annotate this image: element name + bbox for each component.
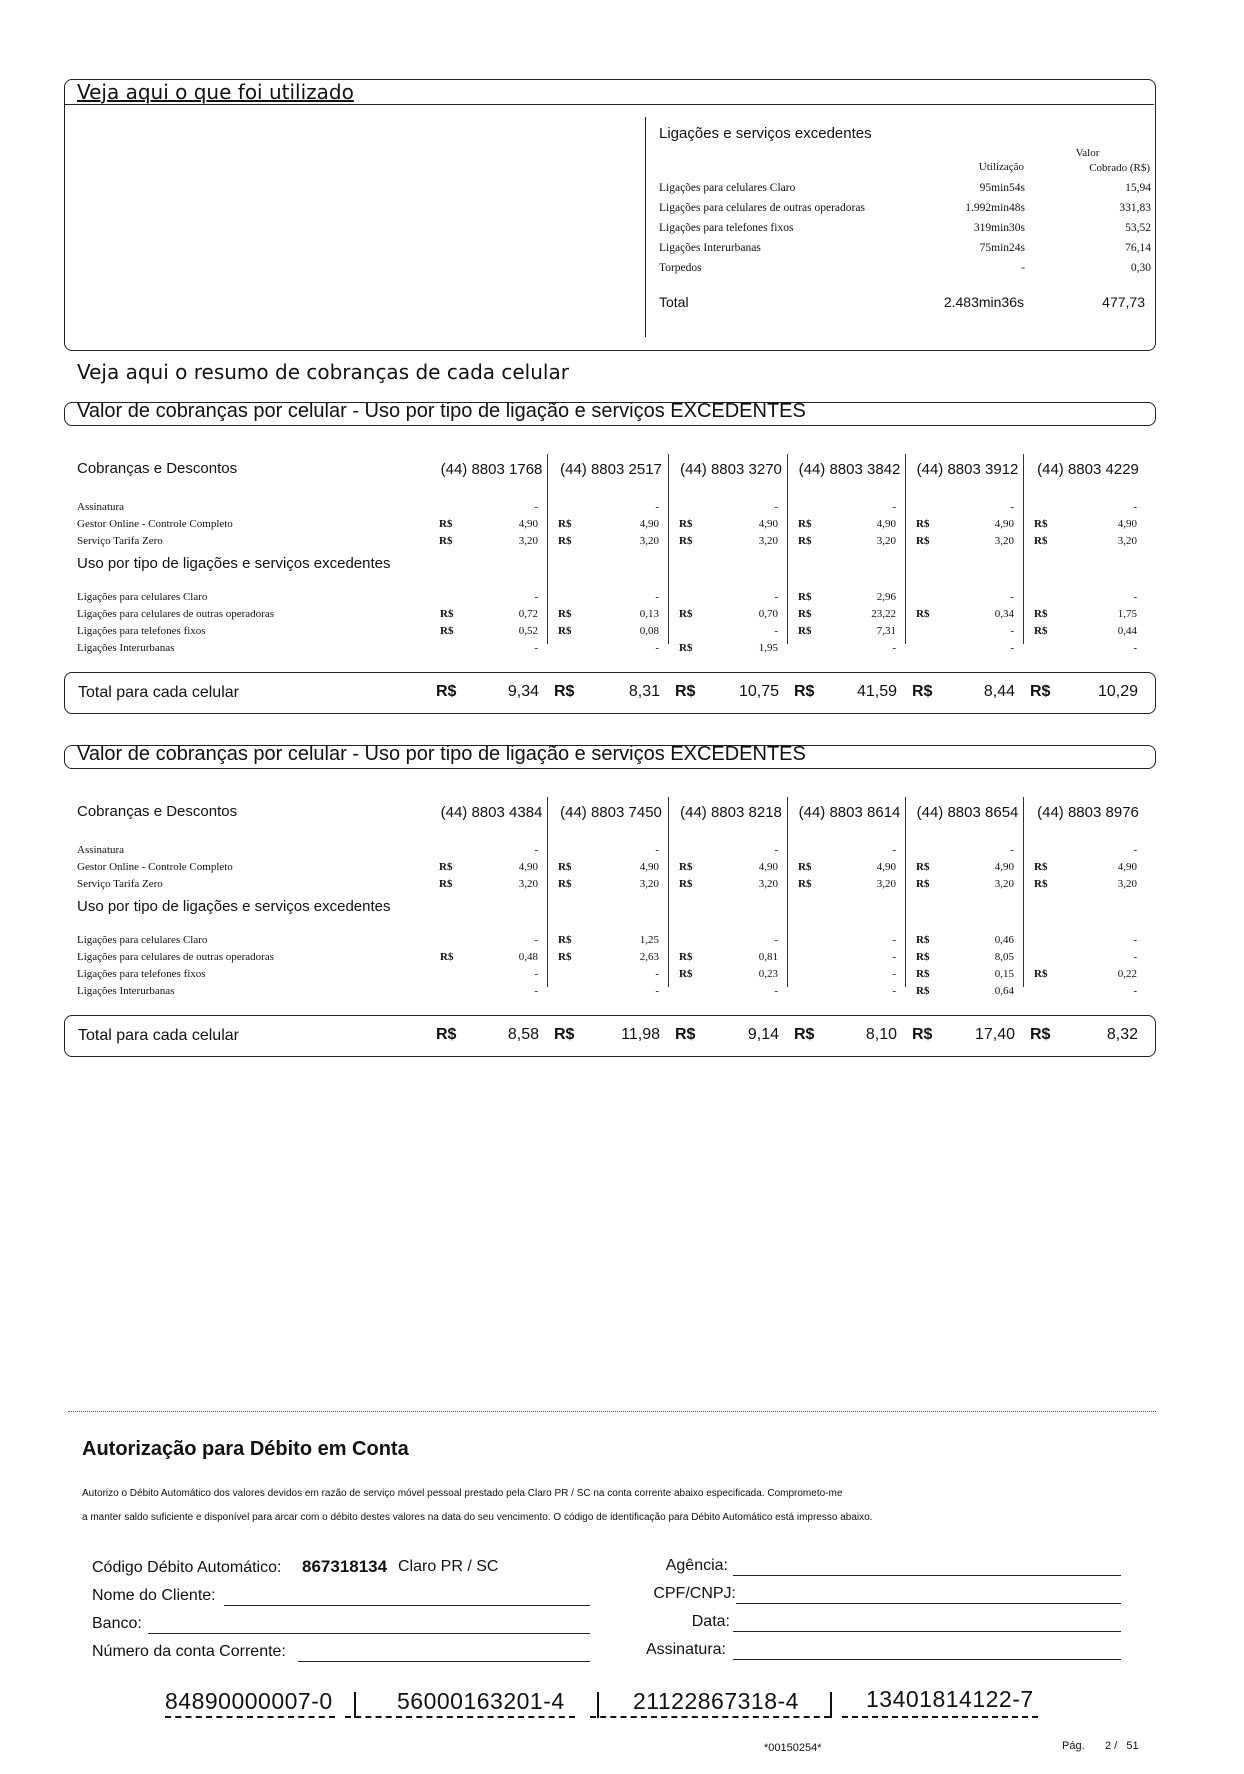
- cell-currency: R$: [439, 878, 453, 890]
- cell-value: 4,90: [994, 861, 1014, 873]
- charge-row-label: Gestor Online - Controle Completo: [77, 861, 233, 873]
- bank-label: Banco:: [92, 1615, 142, 1632]
- cell-value: 0,46: [994, 934, 1014, 946]
- cell-value: 4,90: [518, 861, 538, 873]
- usage-total-label: Total: [659, 294, 689, 310]
- barcode-group-4: 13401814122-7: [866, 1686, 1034, 1712]
- usage-row-label: Ligações para celulares de outras operadoras: [659, 202, 865, 214]
- cell-currency: R$: [679, 518, 693, 530]
- barcode-rule-3: [590, 1716, 830, 1718]
- usage-total-value: 477,73: [1102, 294, 1145, 310]
- cell-value: 0,13: [639, 608, 659, 620]
- cell-value: 4,90: [758, 518, 778, 530]
- usage-total-use: 2.483min36s: [943, 294, 1024, 310]
- usage-row-value: 76,14: [1125, 242, 1151, 254]
- barcode-bar-2: [597, 1692, 599, 1718]
- cell-value: -: [774, 985, 778, 997]
- usage-row: [659, 218, 1151, 238]
- cell-currency: R$: [1034, 625, 1048, 637]
- debit-text-2: a manter saldo suficiente e disponível para arcar com o débito destes valores na data do seu vencimento. O código de identificação para Débito Automático está impresso abaixo.: [82, 1512, 873, 1523]
- cell-value: 3,20: [994, 878, 1014, 890]
- cell-value: 3,20: [518, 878, 538, 890]
- cell-currency: R$: [916, 861, 930, 873]
- usage-heading: Uso por tipo de ligações e serviços excedentes: [77, 898, 391, 915]
- cell-value: -: [534, 844, 538, 856]
- barcode-group-2: 56000163201-4: [397, 1688, 565, 1714]
- total-value: 8,10: [865, 1026, 897, 1043]
- cell-value: 0,22: [1117, 968, 1137, 980]
- page-value: 2 / 51: [1105, 1740, 1139, 1752]
- cell-value: 4,90: [758, 861, 778, 873]
- cell-value: -: [534, 501, 538, 513]
- cell-value: -: [655, 844, 659, 856]
- usage-row-use: 1.992min48s: [965, 202, 1025, 214]
- cell-value: -: [534, 968, 538, 980]
- cell-currency: R$: [558, 934, 572, 946]
- cell-value: -: [655, 642, 659, 654]
- cell-value: 0,44: [1117, 625, 1137, 637]
- total-value: 11,98: [621, 1026, 660, 1043]
- agency-field[interactable]: [733, 1575, 1121, 1576]
- code-value: 867318134: [302, 1557, 388, 1576]
- cell-value: 3,20: [518, 535, 538, 547]
- cell-value: -: [892, 968, 896, 980]
- cell-currency: R$: [558, 625, 572, 637]
- total-currency: R$: [436, 683, 457, 700]
- cell-value: 3,20: [639, 878, 659, 890]
- charges-label: Cobranças e Descontos: [77, 460, 238, 477]
- usage-row: [659, 258, 1151, 278]
- cell-currency: R$: [798, 518, 812, 530]
- total-value: 8,58: [507, 1026, 539, 1043]
- cell-value: 3,20: [994, 535, 1014, 547]
- cell-currency: R$: [916, 985, 930, 997]
- block-header-title: Valor de cobranças por celular - Uso por tipo de ligação e serviços EXCEDENTES: [77, 400, 806, 422]
- total-currency: R$: [1030, 683, 1051, 700]
- usage-row-label: Ligações para celulares Claro: [659, 182, 796, 194]
- cell-value: 0,81: [758, 951, 778, 963]
- cell-currency: R$: [1034, 861, 1048, 873]
- usage-row-use: 75min24s: [979, 242, 1025, 254]
- usage-heading: Uso por tipo de ligações e serviços excedentes: [77, 555, 391, 572]
- total-value: 8,31: [628, 683, 660, 700]
- usage-section-title: Veja aqui o que foi utilizado: [77, 80, 354, 104]
- cell-value: 1,75: [1117, 608, 1137, 620]
- charge-row-label: Serviço Tarifa Zero: [77, 535, 163, 547]
- date-label: Data:: [691, 1613, 730, 1630]
- cell-value: 0,23: [758, 968, 778, 980]
- cell-currency: R$: [440, 951, 454, 963]
- code-suffix: Claro PR / SC: [398, 1558, 499, 1575]
- cell-value: -: [534, 985, 538, 997]
- cpf-field[interactable]: [736, 1603, 1121, 1604]
- total-value: 41,59: [856, 683, 897, 700]
- cell-currency: R$: [916, 878, 930, 890]
- cell-value: 8,05: [994, 951, 1014, 963]
- signature-label: Assinatura:: [645, 1641, 726, 1658]
- cell-value: 4,90: [876, 518, 896, 530]
- cell-value: 0,52: [518, 625, 538, 637]
- summary-title: Veja aqui o resumo de cobranças de cada celular: [77, 360, 569, 384]
- total-value: 8,44: [983, 683, 1015, 700]
- total-currency: R$: [794, 683, 815, 700]
- barcode-bar-1: [354, 1692, 356, 1718]
- cell-value: -: [774, 844, 778, 856]
- cell-currency: R$: [916, 535, 930, 547]
- total-label: Total para cada celular: [78, 684, 239, 701]
- cell-value: 4,90: [994, 518, 1014, 530]
- cell-value: 0,34: [994, 608, 1014, 620]
- cell-currency: R$: [558, 878, 572, 890]
- cell-value: 7,31: [876, 625, 896, 637]
- cell-value: 0,72: [518, 608, 538, 620]
- client-field[interactable]: [224, 1605, 590, 1606]
- barcode-rule-2: [345, 1716, 575, 1718]
- cell-value: -: [774, 591, 778, 603]
- cell-currency: R$: [558, 535, 572, 547]
- agency-label: Agência:: [665, 1557, 728, 1574]
- usage-table: [659, 178, 1151, 278]
- cell-currency: R$: [916, 934, 930, 946]
- cell-value: -: [534, 934, 538, 946]
- cell-currency: R$: [798, 591, 812, 603]
- cell-currency: R$: [679, 535, 693, 547]
- charge-row-label: Assinatura: [77, 844, 125, 856]
- usage-row-label: Ligações Interurbanas: [77, 985, 175, 997]
- cell-value: 4,90: [639, 518, 659, 530]
- bank-field[interactable]: [148, 1633, 590, 1634]
- barcode-rule-4: [842, 1716, 1038, 1718]
- cell-currency: R$: [439, 518, 453, 530]
- cell-value: -: [892, 501, 896, 513]
- cell-value: -: [534, 591, 538, 603]
- total-currency: R$: [554, 683, 575, 700]
- total-value: 10,75: [738, 683, 779, 700]
- usage-row-label: Ligações Interurbanas: [77, 642, 175, 654]
- cell-value: 0,15: [994, 968, 1014, 980]
- cell-value: 3,20: [1117, 878, 1137, 890]
- cell-currency: R$: [558, 951, 572, 963]
- total-currency: R$: [675, 683, 696, 700]
- total-currency: R$: [1030, 1026, 1051, 1043]
- cell-value: -: [1133, 844, 1137, 856]
- col-value-header-2: Cobrado (R$): [1089, 162, 1150, 174]
- cell-value: 3,20: [1117, 535, 1137, 547]
- phone-number-header: (44) 8803 8654: [916, 804, 1019, 821]
- cell-value: 0,64: [994, 985, 1014, 997]
- cell-currency: R$: [916, 968, 930, 980]
- usage-row-label: Ligações Interurbanas: [659, 242, 761, 254]
- cell-value: 4,90: [518, 518, 538, 530]
- barcode-group-3: 21122867318-4: [633, 1688, 799, 1714]
- cell-currency: R$: [916, 518, 930, 530]
- cell-value: 3,20: [639, 535, 659, 547]
- cell-currency: R$: [558, 608, 572, 620]
- cell-value: -: [1010, 642, 1014, 654]
- total-label: Total para cada celular: [78, 1027, 239, 1044]
- cell-value: 23,22: [871, 608, 896, 620]
- cell-value: 3,20: [758, 878, 778, 890]
- cell-currency: R$: [440, 608, 454, 620]
- total-value: 8,32: [1106, 1026, 1138, 1043]
- cell-value: 3,20: [876, 535, 896, 547]
- code-label: Código Débito Automático:: [92, 1559, 282, 1576]
- cell-value: 0,08: [639, 625, 659, 637]
- usage-row-label: Ligações para telefones fixos: [77, 968, 206, 980]
- cell-currency: R$: [679, 878, 693, 890]
- phone-number-header: (44) 8803 8614: [798, 804, 901, 821]
- phone-number-header: (44) 8803 3270: [680, 461, 782, 478]
- cell-value: -: [774, 934, 778, 946]
- cell-currency: R$: [1034, 518, 1048, 530]
- cell-value: -: [892, 844, 896, 856]
- barcode-group-1: 84890000007-0: [165, 1688, 333, 1714]
- block-header-title: Valor de cobranças por celular - Uso por tipo de ligação e serviços EXCEDENTES: [77, 743, 806, 765]
- cell-value: -: [892, 642, 896, 654]
- page-label: Pág.: [1062, 1740, 1085, 1752]
- cell-value: -: [1133, 934, 1137, 946]
- usage-row-label: Ligações para telefones fixos: [77, 625, 206, 637]
- usage-row: [659, 238, 1151, 258]
- total-currency: R$: [554, 1026, 575, 1043]
- total-currency: R$: [436, 1026, 457, 1043]
- usage-row-label: Ligações para celulares Claro: [77, 934, 208, 946]
- cell-value: -: [1133, 591, 1137, 603]
- usage-row-use: 319min30s: [973, 222, 1025, 234]
- usage-row-value: 53,52: [1125, 222, 1151, 234]
- cell-value: 4,90: [1117, 518, 1137, 530]
- usage-row: [659, 198, 1151, 218]
- cell-value: -: [655, 501, 659, 513]
- usage-row-label: Ligações para celulares de outras operadoras: [77, 608, 274, 620]
- cell-value: 4,90: [639, 861, 659, 873]
- usage-row-label: Ligações para celulares Claro: [77, 591, 208, 603]
- cell-value: 3,20: [758, 535, 778, 547]
- charge-row-label: Gestor Online - Controle Completo: [77, 518, 233, 530]
- cell-currency: R$: [558, 861, 572, 873]
- cell-value: 2,63: [639, 951, 659, 963]
- cell-value: 0,70: [758, 608, 778, 620]
- total-currency: R$: [794, 1026, 815, 1043]
- cell-currency: R$: [679, 951, 693, 963]
- col-value-header-1: Valor: [1075, 147, 1100, 159]
- debit-text-1: Autorizo o Débito Automático dos valores devidos em razão de serviço móvel pessoal prestado pela Claro PR / SC na conta corrente abaixo especificada. Comprometo-me: [82, 1488, 843, 1499]
- usage-row-label: Ligações para telefones fixos: [659, 222, 794, 234]
- usage-row-use: 95min54s: [979, 182, 1025, 194]
- total-value: 9,14: [747, 1026, 779, 1043]
- cell-value: -: [1133, 951, 1137, 963]
- cell-value: -: [534, 642, 538, 654]
- cell-value: -: [1133, 501, 1137, 513]
- cell-value: -: [1133, 642, 1137, 654]
- cell-currency: R$: [1034, 535, 1048, 547]
- cell-value: 2,96: [876, 591, 896, 603]
- cell-currency: R$: [1034, 878, 1048, 890]
- total-currency: R$: [912, 683, 933, 700]
- cell-currency: R$: [679, 642, 693, 654]
- cell-value: 1,25: [639, 934, 659, 946]
- charge-row-label: Serviço Tarifa Zero: [77, 878, 163, 890]
- cell-currency: R$: [798, 535, 812, 547]
- footer-code: *00150254*: [764, 1742, 822, 1754]
- total-value: 9,34: [507, 683, 539, 700]
- barcode-rule-1: [165, 1716, 335, 1718]
- cell-currency: R$: [679, 861, 693, 873]
- cell-value: 4,90: [876, 861, 896, 873]
- cell-currency: R$: [798, 608, 812, 620]
- cell-currency: R$: [679, 968, 693, 980]
- cell-value: -: [655, 591, 659, 603]
- signature-field[interactable]: [733, 1659, 1121, 1660]
- total-value: 17,40: [974, 1026, 1015, 1043]
- cell-value: -: [655, 968, 659, 980]
- phone-number-header: (44) 8803 7450: [560, 804, 662, 821]
- cell-currency: R$: [440, 625, 454, 637]
- usage-row-use: -: [1021, 262, 1025, 274]
- usage-row-label: Ligações para celulares de outras operadoras: [77, 951, 274, 963]
- usage-row-value: 15,94: [1125, 182, 1151, 194]
- cell-value: -: [1010, 591, 1014, 603]
- total-currency: R$: [675, 1026, 696, 1043]
- separator-line: [68, 1411, 1156, 1412]
- charges-label: Cobranças e Descontos: [77, 803, 238, 820]
- account-label: Número da conta Corrente:: [92, 1643, 286, 1660]
- cell-currency: R$: [916, 951, 930, 963]
- phone-number-header: (44) 8803 8218: [680, 804, 782, 821]
- cell-value: -: [892, 934, 896, 946]
- cell-value: -: [892, 985, 896, 997]
- usage-row-label: Torpedos: [659, 262, 702, 274]
- cell-currency: R$: [439, 535, 453, 547]
- cell-value: 1,95: [758, 642, 778, 654]
- cell-currency: R$: [1034, 968, 1048, 980]
- total-value: 10,29: [1097, 683, 1138, 700]
- cell-value: -: [1010, 625, 1014, 637]
- cell-currency: R$: [798, 878, 812, 890]
- cell-currency: R$: [798, 625, 812, 637]
- phone-number-header: (44) 8803 1768: [440, 461, 543, 478]
- total-currency: R$: [912, 1026, 933, 1043]
- cell-value: -: [892, 951, 896, 963]
- cell-currency: R$: [916, 608, 930, 620]
- date-field[interactable]: [733, 1631, 1121, 1632]
- phone-number-header: (44) 8803 3842: [798, 461, 901, 478]
- phone-number-header: (44) 8803 8976: [1037, 804, 1139, 821]
- usage-row-value: 0,30: [1130, 262, 1151, 274]
- phone-number-header: (44) 8803 2517: [560, 461, 662, 478]
- cell-value: 4,90: [1117, 861, 1137, 873]
- col-use-header: Utilização: [978, 161, 1024, 173]
- cell-value: -: [1010, 844, 1014, 856]
- cell-currency: R$: [439, 861, 453, 873]
- cell-value: -: [1133, 985, 1137, 997]
- usage-divider: [645, 117, 646, 337]
- barcode-bar-3: [830, 1692, 832, 1718]
- phone-number-header: (44) 8803 4384: [440, 804, 543, 821]
- cell-value: -: [1010, 501, 1014, 513]
- cell-value: 0,48: [518, 951, 538, 963]
- usage-row-value: 331,83: [1119, 202, 1151, 214]
- cpf-label: CPF/CNPJ:: [653, 1585, 736, 1602]
- usage-row: [659, 178, 1151, 198]
- debit-title: Autorização para Débito em Conta: [82, 1438, 409, 1460]
- phone-number-header: (44) 8803 4229: [1037, 461, 1139, 478]
- account-field[interactable]: [298, 1661, 590, 1662]
- cell-value: -: [774, 501, 778, 513]
- cell-value: 3,20: [876, 878, 896, 890]
- charge-row-label: Assinatura: [77, 501, 125, 513]
- cell-currency: R$: [1034, 608, 1048, 620]
- cell-currency: R$: [798, 861, 812, 873]
- cell-value: -: [774, 625, 778, 637]
- excess-title: Ligações e serviços excedentes: [659, 125, 872, 142]
- phone-number-header: (44) 8803 3912: [916, 461, 1019, 478]
- client-label: Nome do Cliente:: [92, 1587, 216, 1604]
- cell-currency: R$: [679, 608, 693, 620]
- cell-currency: R$: [558, 518, 572, 530]
- cell-value: -: [655, 985, 659, 997]
